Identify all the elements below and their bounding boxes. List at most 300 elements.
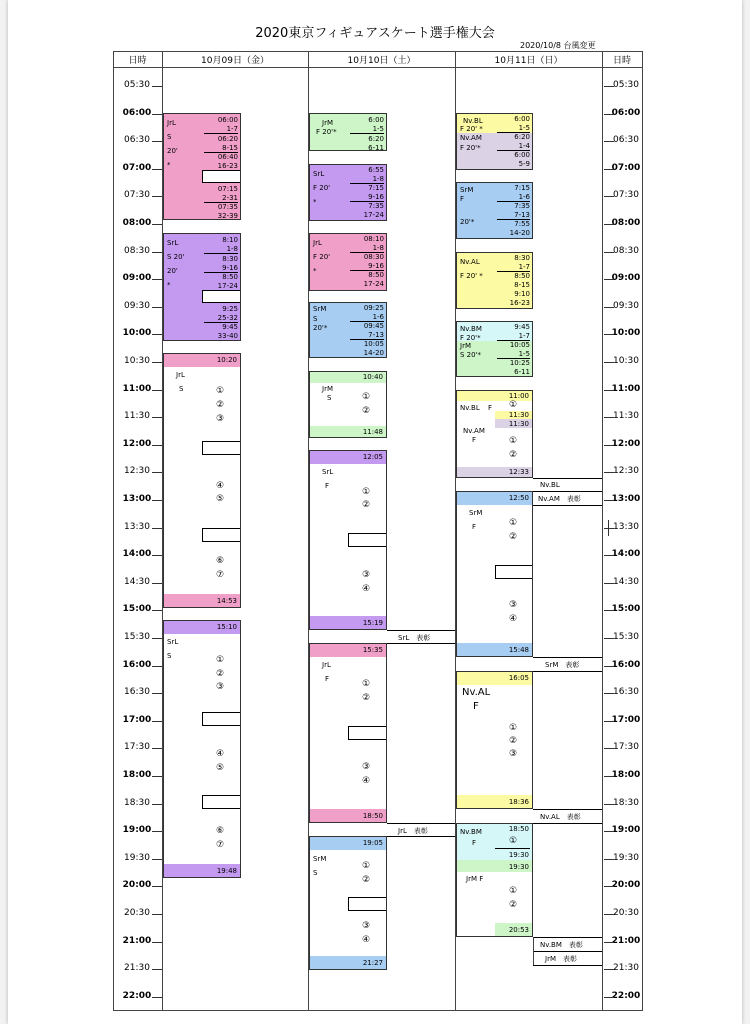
- page-subtitle: 2020/10/8 台風変更: [520, 41, 596, 50]
- day1-competition-srl-s: [163, 620, 241, 878]
- category-label: Nv.BL: [460, 404, 480, 412]
- group-range: 1-7: [226, 125, 238, 133]
- block-category: SrM: [313, 305, 327, 313]
- ceremony-line: [387, 643, 455, 644]
- block-segment: S 20': [167, 253, 185, 261]
- group-range: 16-23: [217, 162, 238, 170]
- day2-competition-jrl-f: [309, 643, 387, 823]
- group-time: 10:05: [363, 340, 384, 348]
- block-note: 20'*: [460, 218, 475, 226]
- group-range: 6-11: [514, 368, 530, 376]
- group-range: 16-23: [509, 299, 530, 307]
- group-range: 5-9: [518, 160, 530, 168]
- end-time: 15:48: [508, 646, 529, 654]
- time-tick: [152, 748, 162, 749]
- time-tick: [604, 500, 614, 501]
- group-range: 17-24: [217, 282, 238, 290]
- group-number: ②: [216, 669, 225, 679]
- group-range: 8-15: [222, 144, 238, 152]
- ceremony-srm: SrM 表彰: [545, 661, 580, 669]
- block-warmup: 20': [167, 267, 178, 275]
- ceremony-marker: [608, 520, 609, 536]
- time-label-right: 08:00: [611, 218, 641, 228]
- group-range: 1-6: [372, 313, 384, 321]
- segment-label: F: [472, 839, 477, 847]
- time-tick: [152, 472, 162, 473]
- resurface-slot: [495, 565, 533, 579]
- time-tick: [604, 886, 614, 887]
- time-tick: [152, 831, 162, 832]
- time-tick: [604, 555, 614, 556]
- category-label: SrL: [322, 468, 334, 476]
- group-number: ①: [362, 392, 371, 402]
- group-range: 1-8: [372, 175, 384, 183]
- block-note: *: [167, 161, 171, 169]
- group-time: 09:45: [363, 322, 384, 330]
- time-tick: [604, 362, 614, 363]
- day3-competition-nvbl-nvam: [456, 390, 533, 478]
- group-time: 07:15: [217, 185, 238, 193]
- block-category: SrM: [460, 186, 474, 194]
- time-label-right: 17:00: [611, 714, 641, 725]
- start-time: 10:20: [216, 356, 237, 364]
- group-number: ①: [509, 518, 518, 528]
- group-time: 7:35: [514, 202, 530, 210]
- block-segment: F: [460, 195, 465, 203]
- day2-block-jrl-f: [309, 233, 387, 291]
- time-tick: [152, 776, 162, 777]
- time-label-right: 21:30: [613, 963, 639, 974]
- time-tick: [152, 942, 162, 943]
- time-label-right: 10:30: [613, 356, 639, 366]
- day2-competition-srl-f: [309, 450, 387, 630]
- header-day3: 10月11日（日）: [494, 56, 563, 66]
- day2-competition-srm-s: [309, 836, 387, 970]
- ceremony-line: [533, 823, 602, 824]
- day3-competition-nvbm-jrm: [456, 823, 533, 937]
- time-label-left: 10:00: [122, 328, 152, 339]
- group-time: 8:50: [222, 273, 238, 281]
- time-label-right: 14:00: [611, 549, 641, 560]
- group-number: ②: [509, 900, 518, 910]
- group-range: 2-31: [222, 194, 238, 202]
- ceremony-line: [533, 937, 534, 965]
- group-number: ①: [509, 400, 518, 410]
- time-label-left: 08:00: [122, 218, 152, 228]
- group-range: 6-11: [368, 144, 384, 151]
- group-time: 9:10: [514, 290, 530, 298]
- time-label-left: 12:30: [124, 466, 150, 477]
- group-number: ④: [362, 935, 371, 945]
- block-warmup: 20': [167, 147, 178, 155]
- group-range: 8-15: [514, 281, 530, 289]
- ceremony-nvam: Nv.AM 表彰: [538, 495, 581, 503]
- segment-label: F: [473, 701, 479, 712]
- time-label-left: 20:00: [122, 880, 152, 891]
- time-tick: [604, 666, 614, 667]
- group-range: 1-7: [518, 263, 530, 271]
- time-tick: [604, 610, 614, 611]
- time-label-left: 17:00: [122, 714, 152, 725]
- group-number: ①: [509, 886, 518, 896]
- time-label-right: 16:00: [611, 659, 641, 670]
- time-label-right: 19:00: [611, 825, 641, 836]
- group-time: 8:50: [514, 272, 530, 280]
- segment-label: S: [313, 869, 318, 877]
- time-tick: [152, 196, 162, 197]
- time-label-right: 10:00: [611, 328, 641, 339]
- day3-competition-nval-f: [456, 671, 533, 809]
- group-time: 6:20: [514, 133, 530, 141]
- block-category: Nv.BL: [463, 117, 483, 125]
- time-tick: [604, 252, 614, 253]
- time-tick: [604, 86, 614, 87]
- resurface-slot: [348, 897, 387, 911]
- group-range: 7-13: [368, 331, 384, 339]
- resurface-slot: [202, 170, 241, 183]
- category-label: SrM: [313, 855, 327, 863]
- day1-block-srl-s: [163, 233, 241, 341]
- time-tick: [604, 831, 614, 832]
- time-tick: [152, 886, 162, 887]
- header-time-left: 日時: [128, 56, 147, 66]
- time-tick: [604, 445, 614, 446]
- time-label-right: 05:30: [613, 80, 639, 90]
- group-time: 10:05: [509, 341, 530, 349]
- time-tick: [604, 914, 614, 915]
- time-label-left: 19:00: [122, 825, 152, 836]
- time-tick: [152, 666, 162, 667]
- time-tick: [152, 390, 162, 391]
- group-range: 1-8: [226, 245, 238, 253]
- group-time: 6:00: [514, 115, 530, 123]
- time-tick: [604, 472, 614, 473]
- time-label-left: 10:30: [124, 356, 150, 366]
- ceremony-line: [533, 491, 602, 492]
- category-label: JrL: [322, 661, 331, 669]
- time-label-right: 22:00: [611, 990, 641, 1001]
- resurface-slot: [202, 712, 241, 726]
- group-range: 33-40: [217, 332, 238, 340]
- start-time: 16:05: [508, 674, 529, 682]
- block-segment: S: [313, 315, 318, 323]
- block-category: SrL: [167, 239, 179, 247]
- time-tick: [604, 169, 614, 170]
- time-tick: [152, 500, 162, 501]
- group-number: ③: [216, 682, 225, 692]
- group-time: 06:20: [217, 135, 238, 143]
- time-label-right: 21:00: [611, 935, 641, 946]
- time-tick: [152, 859, 162, 860]
- time-tick: [604, 528, 614, 529]
- day2-competition-jrm-s: [309, 371, 387, 438]
- group-number: ④: [362, 584, 371, 594]
- time-label-right: 09:00: [611, 273, 641, 284]
- group-number: ③: [216, 414, 225, 424]
- time-label-right: 13:00: [611, 494, 641, 504]
- time-tick: [152, 86, 162, 87]
- time-tick: [604, 196, 614, 197]
- group-range: 25-32: [217, 314, 238, 322]
- underline: [350, 133, 384, 134]
- time-label-left: 07:00: [122, 162, 152, 173]
- time-label-left: 16:30: [124, 687, 150, 698]
- end-time: 18:50: [362, 812, 383, 820]
- group-time: 08:30: [363, 253, 384, 261]
- segment-label: S: [167, 652, 172, 660]
- group-time: 9:45: [222, 323, 238, 331]
- segment-label: S: [179, 385, 184, 393]
- end-time: 14:53: [216, 597, 237, 605]
- day3-block-nvbl-nvam: [456, 113, 533, 170]
- time-label-left: 06:00: [122, 107, 152, 118]
- resurface-slot: [202, 795, 241, 809]
- time-label-left: 05:30: [124, 80, 150, 90]
- group-time: 19:30: [508, 851, 529, 859]
- block-note: *: [313, 267, 317, 275]
- category-label: JrM: [322, 385, 333, 393]
- category-label: Nv.AM: [463, 427, 485, 435]
- start-time: 12:05: [362, 453, 383, 461]
- time-label-right: 15:00: [611, 604, 641, 615]
- day1-competition-jrl-s: [163, 353, 241, 608]
- time-tick: [604, 334, 614, 335]
- group-number: ③: [362, 762, 371, 772]
- group-number: ①: [362, 487, 371, 497]
- ceremony-srl: SrL 表彰: [398, 634, 431, 642]
- time-tick: [152, 969, 162, 970]
- time-tick: [152, 804, 162, 805]
- start-time: 11:00: [508, 392, 529, 400]
- time-tick: [604, 279, 614, 280]
- day3-block-nvbm-jrm: [456, 321, 533, 377]
- day3-competition-srm-f: [456, 491, 533, 657]
- group-time: 8:50: [368, 271, 384, 279]
- time-tick: [152, 169, 162, 170]
- group-number: ⑤: [216, 494, 225, 504]
- start-time: 10:40: [362, 373, 383, 381]
- group-range: 32-39: [217, 212, 238, 220]
- start-time: 12:50: [508, 494, 529, 502]
- block-segment: F 20': [313, 253, 331, 261]
- group-time: 06:00: [217, 116, 238, 124]
- group-range: 17-24: [363, 211, 384, 219]
- ceremony-line: [387, 630, 455, 631]
- time-tick: [604, 638, 614, 639]
- group-number: ⑦: [216, 840, 225, 850]
- group-time: 6:55: [368, 166, 384, 174]
- time-tick: [152, 997, 162, 998]
- time-label-left: 18:30: [124, 797, 150, 808]
- category-label: SrL: [167, 638, 179, 646]
- time-label-left: 13:00: [122, 494, 152, 504]
- resurface-slot: [202, 290, 241, 303]
- block-segment: S 20'*: [460, 351, 481, 359]
- time-label-right: 16:30: [613, 687, 639, 698]
- segment-label: S: [327, 394, 332, 402]
- header-day1: 10月09日（金）: [201, 56, 269, 66]
- end-time: 11:48: [362, 428, 383, 436]
- group-time: 6:20: [368, 135, 384, 143]
- end-time: 18:36: [508, 798, 529, 806]
- group-number: ②: [362, 500, 371, 510]
- ceremony-line: [533, 937, 602, 938]
- col-divider: [602, 51, 603, 1011]
- time-label-right: 18:00: [611, 770, 641, 780]
- time-label-left: 18:00: [122, 770, 152, 780]
- group-time: 8:30: [222, 255, 238, 263]
- category-label: JrM F: [466, 875, 484, 883]
- ceremony-line: [533, 951, 602, 952]
- group-number: ④: [216, 481, 225, 491]
- group-time: 7:35: [368, 202, 384, 210]
- day2-block-srm-s: [309, 302, 387, 358]
- time-label-right: 11:00: [611, 383, 641, 394]
- time-tick: [604, 583, 614, 584]
- time-tick: [152, 914, 162, 915]
- time-label-left: 16:00: [122, 659, 152, 670]
- block-category: Nv.AL: [460, 258, 480, 266]
- start-time: 15:35: [362, 646, 383, 654]
- group-number: ②: [509, 736, 518, 746]
- time-tick: [604, 859, 614, 860]
- time-tick: [152, 252, 162, 253]
- ceremony-line: [387, 836, 455, 837]
- mid-time: 11:30: [508, 411, 529, 419]
- time-tick: [604, 776, 614, 777]
- group-number: ①: [216, 655, 225, 665]
- group-time: 06:40: [217, 153, 238, 161]
- time-label-left: 11:30: [124, 411, 150, 422]
- day3-block-nval-f: [456, 252, 533, 309]
- group-number: ④: [362, 776, 371, 786]
- group-number: ①: [362, 679, 371, 689]
- time-tick: [152, 224, 162, 225]
- group-number: ⑥: [216, 556, 225, 566]
- time-tick: [152, 638, 162, 639]
- time-label-left: 09:00: [122, 273, 152, 284]
- group-time: 8:10: [222, 236, 238, 244]
- time-label-left: 14:30: [124, 576, 150, 587]
- group-number: ③: [362, 921, 371, 931]
- group-number: ⑤: [216, 763, 225, 773]
- ceremony-line: [387, 823, 455, 824]
- group-number: ④: [216, 749, 225, 759]
- ceremony-line: [533, 505, 602, 506]
- ceremony-nval: Nv.AL 表彰: [540, 813, 581, 821]
- category-label: JrL: [176, 371, 185, 379]
- end-time: 15:19: [362, 619, 383, 627]
- time-label-left: 11:00: [122, 383, 152, 394]
- time-tick: [152, 307, 162, 308]
- day3-block-srm-f: [456, 182, 533, 239]
- time-tick: [152, 334, 162, 335]
- time-tick: [152, 279, 162, 280]
- resurface-slot: [202, 528, 241, 542]
- block-category: JrL: [167, 119, 176, 127]
- end-time: 19:48: [216, 867, 237, 875]
- block-segment: F 20'*: [460, 334, 481, 342]
- block-category: SrL: [313, 170, 325, 178]
- category-label: Nv.BM: [460, 828, 482, 836]
- end-time: 21:27: [362, 959, 383, 967]
- time-label-right: 12:00: [611, 438, 641, 449]
- time-tick: [604, 417, 614, 418]
- time-label-right: 20:30: [613, 908, 639, 918]
- group-range: 9-16: [368, 193, 384, 201]
- group-number: ②: [362, 875, 371, 885]
- time-tick: [604, 997, 614, 998]
- group-time: 19:30: [508, 863, 529, 871]
- group-time: 7:55: [514, 220, 530, 228]
- ceremony-jrm: JrM 表彰: [545, 955, 577, 963]
- group-number: ⑦: [216, 570, 225, 580]
- time-tick: [152, 417, 162, 418]
- group-number: ①: [509, 723, 518, 733]
- time-label-left: 21:00: [122, 935, 152, 946]
- time-tick: [152, 141, 162, 142]
- block-segment: S: [167, 133, 172, 141]
- group-number: ②: [362, 693, 371, 703]
- group-range: 17-24: [363, 280, 384, 288]
- group-range: 1-5: [518, 124, 530, 132]
- segment-label: F: [472, 436, 477, 444]
- header-divider: [113, 67, 642, 68]
- time-label-right: 06:30: [613, 135, 639, 146]
- time-label-right: 07:30: [613, 190, 639, 201]
- time-tick: [152, 693, 162, 694]
- time-tick: [604, 307, 614, 308]
- end-time: 12:33: [508, 468, 529, 476]
- group-time: 9:25: [222, 305, 238, 313]
- group-time: 8:30: [514, 254, 530, 262]
- resurface-slot: [348, 726, 387, 740]
- time-tick: [604, 804, 614, 805]
- time-label-right: 20:00: [611, 880, 641, 891]
- group-time: 10:25: [509, 359, 530, 367]
- category-label: SrM: [469, 509, 483, 517]
- group-range: 1-8: [372, 244, 384, 252]
- block-category: Nv.BM: [460, 325, 482, 333]
- time-label-right: 13:30: [613, 521, 639, 532]
- block-segment: F 20'*: [316, 128, 337, 136]
- block-category: JrM: [322, 119, 333, 127]
- time-label-left: 08:30: [124, 245, 150, 256]
- time-label-right: 17:30: [613, 742, 639, 753]
- header-day2: 10月10日（土）: [347, 56, 416, 66]
- group-range: 1-4: [518, 142, 530, 150]
- time-tick: [152, 114, 162, 115]
- group-time: 07:35: [217, 203, 238, 211]
- group-number: ②: [509, 532, 518, 542]
- underline: [204, 253, 238, 254]
- block-segment: F 20': [313, 184, 331, 192]
- group-time: 6:00: [514, 151, 530, 159]
- ceremony-nvbl: Nv.BL: [540, 481, 560, 489]
- ceremony-nvbm: Nv.BM 表彰: [540, 941, 583, 949]
- time-tick: [604, 748, 614, 749]
- time-label-left: 14:00: [122, 549, 152, 560]
- group-time: 08:10: [363, 235, 384, 243]
- group-number: ④: [509, 614, 518, 624]
- time-label-left: 06:30: [124, 135, 150, 146]
- start-time: 19:05: [362, 839, 383, 847]
- time-tick: [604, 224, 614, 225]
- time-tick: [152, 583, 162, 584]
- group-range: 1-7: [518, 332, 530, 340]
- time-tick: [152, 528, 162, 529]
- group-number: ②: [362, 406, 371, 416]
